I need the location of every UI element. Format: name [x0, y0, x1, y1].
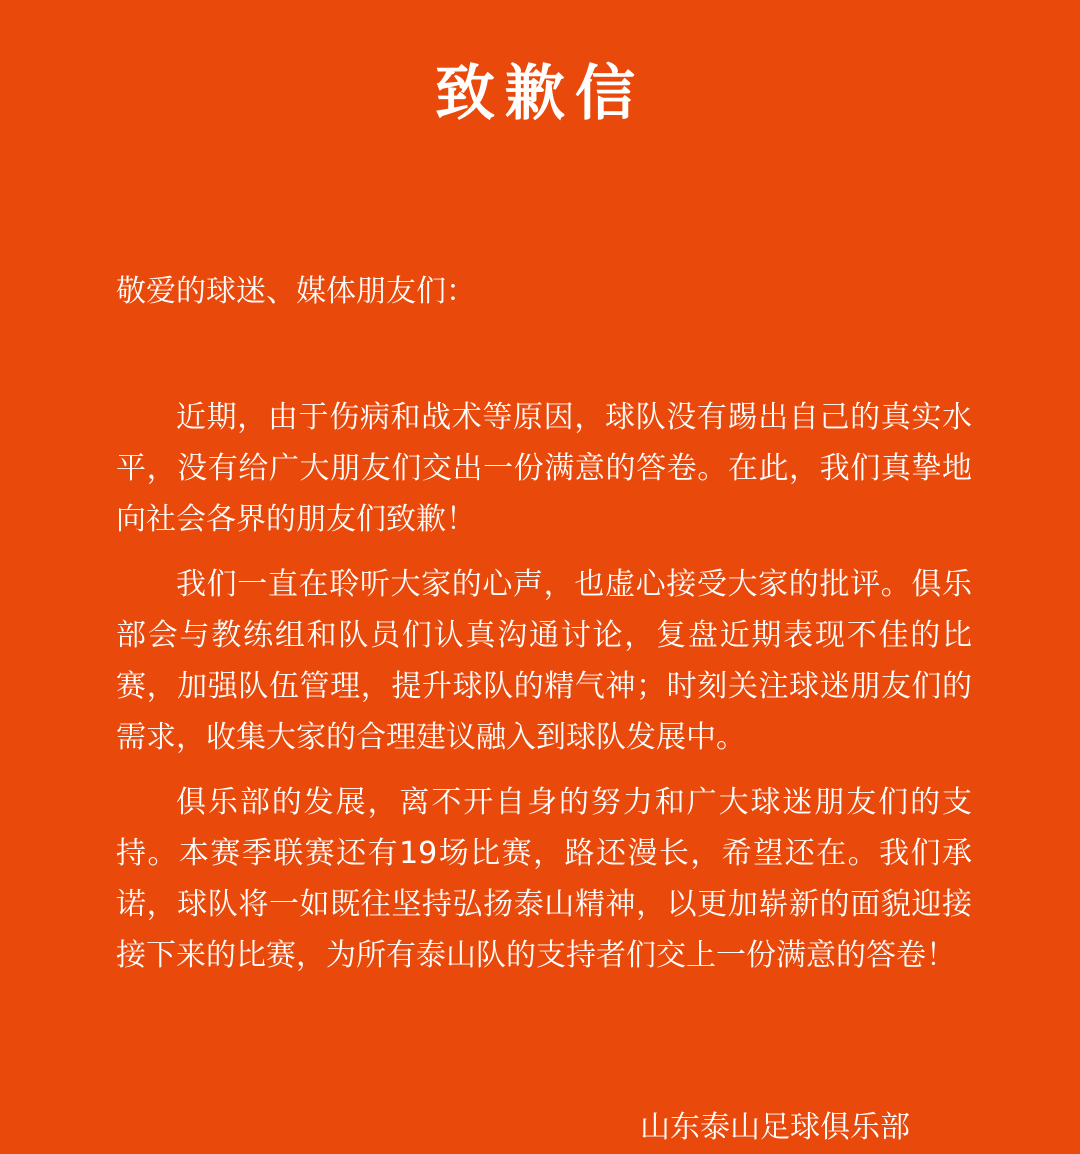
paragraph-2: 我们一直在聆听大家的心声，也虚心接受大家的批评。俱乐部会与教练组和队员们认真沟通讨论，复盘近期表现不佳的比赛，加强队伍管理，提升球队的精气神；时刻关注球迷朋友们的需求，收集大家的合理建议融入到球队发展中。 — [116, 567, 972, 755]
letter-body — [116, 392, 972, 995]
letter-salutation: 敬爱的球迷、媒体朋友们： — [116, 274, 476, 309]
letter-title: 致歉信 — [435, 59, 645, 129]
letter-signature: 山东泰山足球俱乐部 — [640, 1110, 910, 1145]
paragraph-1: 近期，由于伤病和战术等原因，球队没有踢出自己的真实水平，没有给广大朋友们交出一份满意的答卷。在此，我们真挚地向社会各界的朋友们致歉！ — [116, 400, 972, 537]
paragraph-3: 俱乐部的发展，离不开自身的努力和广大球迷朋友们的支持。本赛季联赛还有19场比赛，路还漫长，希望还在。我们承诺，球队将一如既往坚持弘扬泰山精神，以更加崭新的面貌迎接接下来的比赛，为所有泰山队的支持者们交上一份满意的答卷！ — [116, 785, 972, 973]
